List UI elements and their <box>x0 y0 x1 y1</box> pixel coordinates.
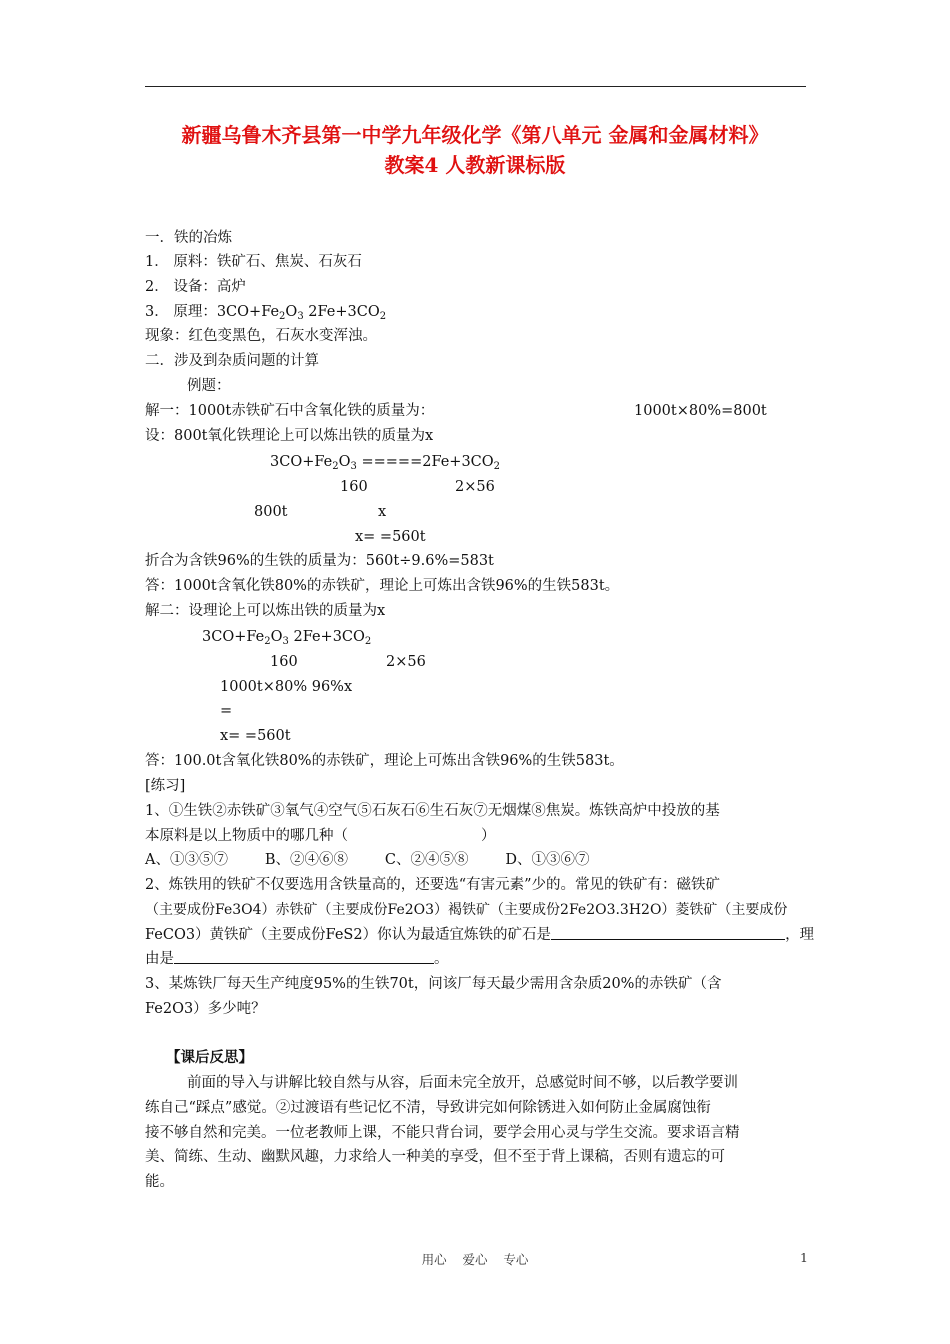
example-label: 例题： <box>187 378 231 394</box>
doc-title-line2: 教案4 人教新课标版 <box>384 153 566 177</box>
equation1: $3CO+Fe_2O_3 =====2Fe+3CO_2$ <box>270 454 501 472</box>
answer-blank-ore[interactable] <box>551 925 785 940</box>
q2-line3: FeCO3）黄铁矿（主要成份FeS2）你认为最适宜炼铁的矿石是 ，理 <box>145 927 815 943</box>
footer-motto: 用心 爱心 专心 <box>421 1252 529 1267</box>
solution2-set: 解二：设理论上可以炼出铁的质量为x <box>145 603 386 619</box>
solution1-calc: 1000t×80%=800t <box>634 403 767 419</box>
equation2: $3CO+Fe_2O_3$ $2Fe+3CO_2$ <box>202 629 372 647</box>
answer-blank-reason[interactable] <box>174 949 434 964</box>
molar-mass-160: 160 <box>340 479 368 495</box>
value-x: x <box>378 504 387 520</box>
practice-heading: [练习] <box>145 778 186 794</box>
molar-mass-160b: 160 <box>270 654 298 670</box>
reflection-line2: 练自己“踩点”感觉。②过渡语有些记忆不清，导致讲完如何除锈进入如何防止金属腐蚀衔 <box>145 1100 711 1116</box>
q1-line2: 本原料是以上物质中的哪几种（ ） <box>145 828 496 844</box>
result1: x= =560t <box>355 529 426 545</box>
answer1: 答：1000t含氧化铁80%的赤铁矿，理论上可炼出含铁96%的生铁583t。 <box>145 578 620 594</box>
section2-heading: 二．涉及到杂质问题的计算 <box>145 353 319 369</box>
q1-options: A、①③⑤⑦ B、②④⑥⑧ C、②④⑤⑧ D、①③⑥⑦ <box>145 852 590 868</box>
reflection-line1: 前面的导入与讲解比较自然与从容，后面未完全放开，总感觉时间不够，以后教学要训 <box>187 1075 738 1091</box>
answer2: 答：100.0t含氧化铁80%的赤铁矿，理论上可炼出含铁96%的生铁583t。 <box>145 753 624 769</box>
value-1000t: 1000t×80% 96%x <box>220 679 353 695</box>
value-800t: 800t <box>254 504 288 520</box>
header-rule <box>145 86 806 87</box>
section1-item2: 2． 设备：高炉 <box>145 279 246 295</box>
equals-sign: = <box>220 703 233 719</box>
reflection-line4: 美、简练、生动、幽默风趣，力求给人一种美的享受，但不至于背上课稿，否则有遗忘的可 <box>145 1149 725 1165</box>
q3-line2: Fe2O3）多少吨？ <box>145 1001 266 1017</box>
reflection-line5: 能。 <box>145 1174 174 1190</box>
reflection-heading: 【课后反思】 <box>166 1049 253 1066</box>
section1-item1: 1． 原料：铁矿石、焦炭、石灰石 <box>145 254 362 270</box>
section1-phenomenon: 现象：红色变黑色，石灰水变浑浊。 <box>145 328 377 344</box>
page-number: 1 <box>800 1250 808 1265</box>
molar-mass-112b: 2×56 <box>386 654 426 670</box>
q2-line1: 2、炼铁用的铁矿不仅要选用含铁量高的，还要选“有害元素”少的。常见的铁矿有：磁铁矿 <box>145 877 721 893</box>
q2-line2: （主要成份Fe3O4）赤铁矿（主要成份Fe2O3）褐铁矿（主要成份2Fe2O3.3H2O）菱铁矿（主要成份 <box>145 902 788 918</box>
result2: x= =560t <box>220 728 291 744</box>
reflection-line3: 接不够自然和完美。一位老教师上课，不能只背台词，要学会用心灵与学生交流。要求语言精 <box>145 1125 740 1141</box>
doc-title-line1: 新疆乌鲁木齐县第一中学九年级化学《第八单元 金属和金属材料》 <box>181 123 769 147</box>
q2-line4: 由是 。 <box>145 951 449 967</box>
molar-mass-112: 2×56 <box>455 479 495 495</box>
convert-line: 折合为含铁96%的生铁的质量为：560t÷9.6%=583t <box>145 553 494 569</box>
section1-item3: 3． 原理：$3CO+Fe_2O_3$ $2Fe+3CO_2$ <box>145 304 387 322</box>
q3-line1: 3、某炼铁厂每天生产纯度95%的生铁70t，问该厂每天最少需用含杂质20%的赤铁矿（含 <box>145 976 722 992</box>
solution1-set: 设：800t氧化铁理论上可以炼出铁的质量为x <box>145 428 434 444</box>
q1-line1: 1、①生铁②赤铁矿③氧气④空气⑤石灰石⑥生石灰⑦无烟煤⑧焦炭。炼铁高炉中投放的基 <box>145 803 720 819</box>
solution1-text: 解一：1000t赤铁矿石中含氧化铁的质量为： <box>145 403 435 419</box>
section1-heading: 一．铁的冶炼 <box>145 230 232 246</box>
